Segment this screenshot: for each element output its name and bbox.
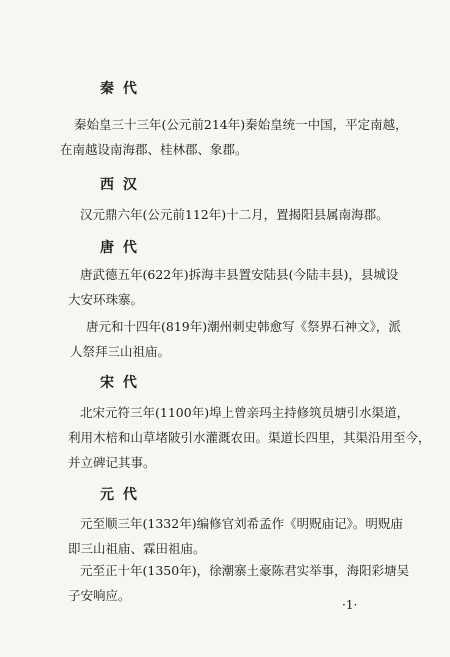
text-line: 汉元鼎六年(公元前112年)十二月，置揭阳县属南海郡。 — [80, 207, 389, 222]
text-line: 秦始皇三十三年(公元前214年)秦始皇统一中国，平定南越， — [74, 117, 408, 132]
text-line: 即三山祖庙、霖田祖庙。 — [68, 541, 206, 556]
page-number: ·1· — [342, 598, 358, 612]
paragraph-tang-1 — [68, 262, 399, 312]
paragraph-tang-2 — [70, 314, 401, 364]
text-line: 北宋元符三年(1100年)埠上曾亲玛主持修筑员塘引水渠道， — [80, 405, 410, 420]
text-line: 子安响应。 — [68, 588, 131, 603]
section-heading-song: 宋 代 — [100, 375, 139, 391]
text-line: 利用木棓和山草堵陂引水灌溉农田。渠道长四里，其渠沿用至今， — [68, 430, 431, 445]
text-line: 人祭拜三山祖庙。 — [70, 344, 171, 359]
text-line: 元至正十年(1350年)，徐潮寨土豪陈君实举事，海阳彩塘吴 — [80, 563, 410, 578]
text-line: 在南越设南海郡、桂林郡、象郡。 — [60, 142, 248, 157]
text-line: 并立碑记其事。 — [68, 455, 156, 470]
section-heading-qin: 秦 代 — [100, 81, 139, 97]
text-line: 唐元和十四年(819年)潮州刺史韩愈写《祭界石神文》，派 — [86, 319, 401, 334]
text-line: 元至顺三年(1332年)编修官刘希孟作《明贶庙记》。明贶庙 — [80, 516, 403, 531]
section-heading-yuan: 元 代 — [100, 487, 139, 503]
paragraph-qin-1 — [60, 112, 408, 162]
paragraph-song-1 — [68, 400, 431, 475]
text-line: 唐武德五年(622年)拆海丰县置安陆县(今陆丰县)，县城设 — [80, 267, 399, 282]
section-heading-xihan: 西 汉 — [100, 177, 139, 193]
text-line: 大安环珠寨。 — [68, 292, 144, 307]
paragraph-xihan-1 — [80, 202, 389, 227]
section-heading-tang: 唐 代 — [100, 240, 139, 256]
paragraph-yuan-1 — [68, 511, 403, 561]
paragraph-yuan-2 — [68, 558, 410, 608]
